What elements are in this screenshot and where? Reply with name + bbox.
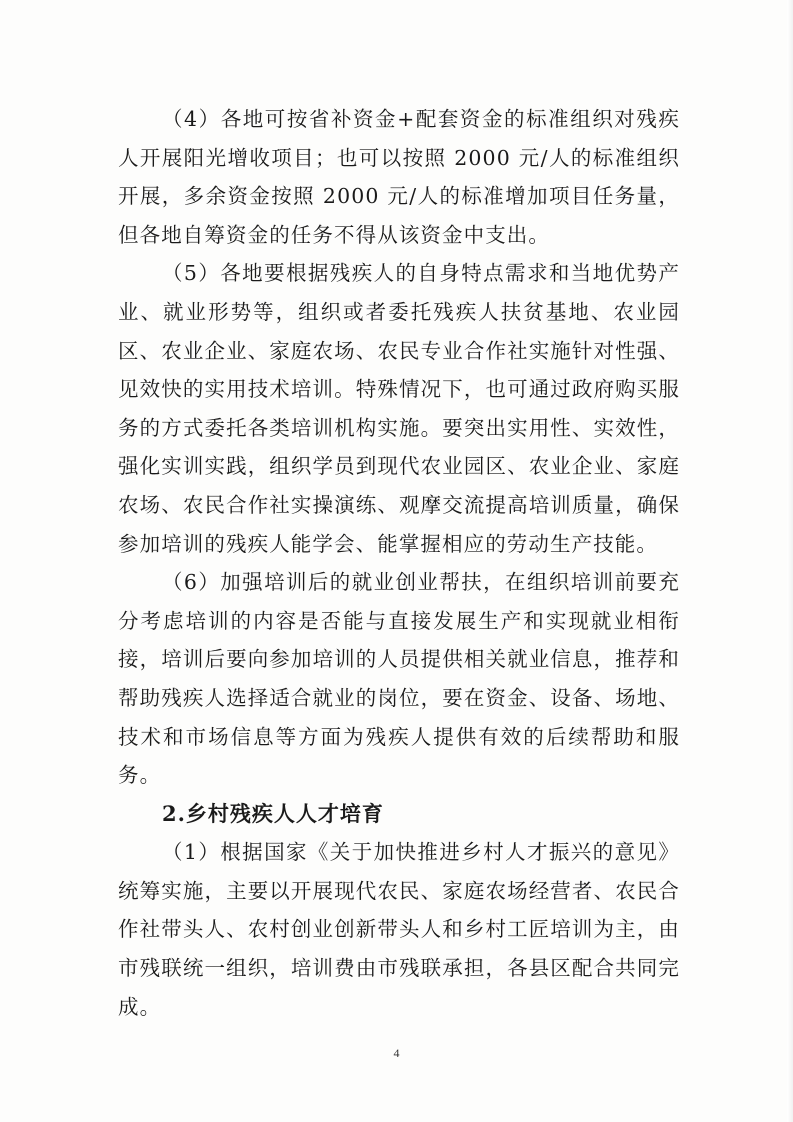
section-heading: 2.乡村残疾人人才培育	[162, 800, 384, 826]
paragraph-item-4: （4）各地可按省补资金+配套资金的标准组织对残疾人开展阳光增收项目；也可以按照 2000 元/人的标准组织开展，多余资金按照 2000 元/人的标准增加项目任务量，但各地自筹资金的任务不得从该资金中支出。	[118, 107, 680, 247]
paragraph-item-6: （6）加强培训后的就业创业帮扶，在组织培训前要充分考虑培训的内容是否能与直接发展生产和实现就业相衔接，培训后要向参加培训的人员提供相关就业信息，推荐和帮助残疾人选择适合就业的岗位，要在资金、设备、场地、技术和市场信息等方面为残疾人提供有效的后续帮助和服务。	[118, 570, 680, 788]
paragraph-item-1: （1）根据国家《关于加快推进乡村人才振兴的意见》统筹实施，主要以开展现代农民、家庭农场经营者、农民合作社带头人、农村创业创新带头人和乡村工匠培训为主，由市残联统一组织，培训费由市残联承担，各县区配合共同完成。	[118, 840, 680, 1019]
document-body	[118, 100, 680, 1026]
scan-edge-shadow	[787, 0, 793, 1122]
page-number: 4	[393, 1046, 400, 1060]
paragraph-item-5: （5）各地要根据残疾人的自身特点需求和当地优势产业、就业形势等，组织或者委托残疾人扶贫基地、农业园区、农业企业、家庭农场、农民专业合作社实施针对性强、见效快的实用技术培训。特殊情况下，也可通过政府购买服务的方式委托各类培训机构实施。要突出实用性、实效性，强化实训实践，组织学员到现代农业园区、农业企业、家庭农场、农民合作社实操演练、观摩交流提高培训质量，确保参加培训的残疾人能学会、能掌握相应的劳动生产技能。	[118, 261, 680, 556]
